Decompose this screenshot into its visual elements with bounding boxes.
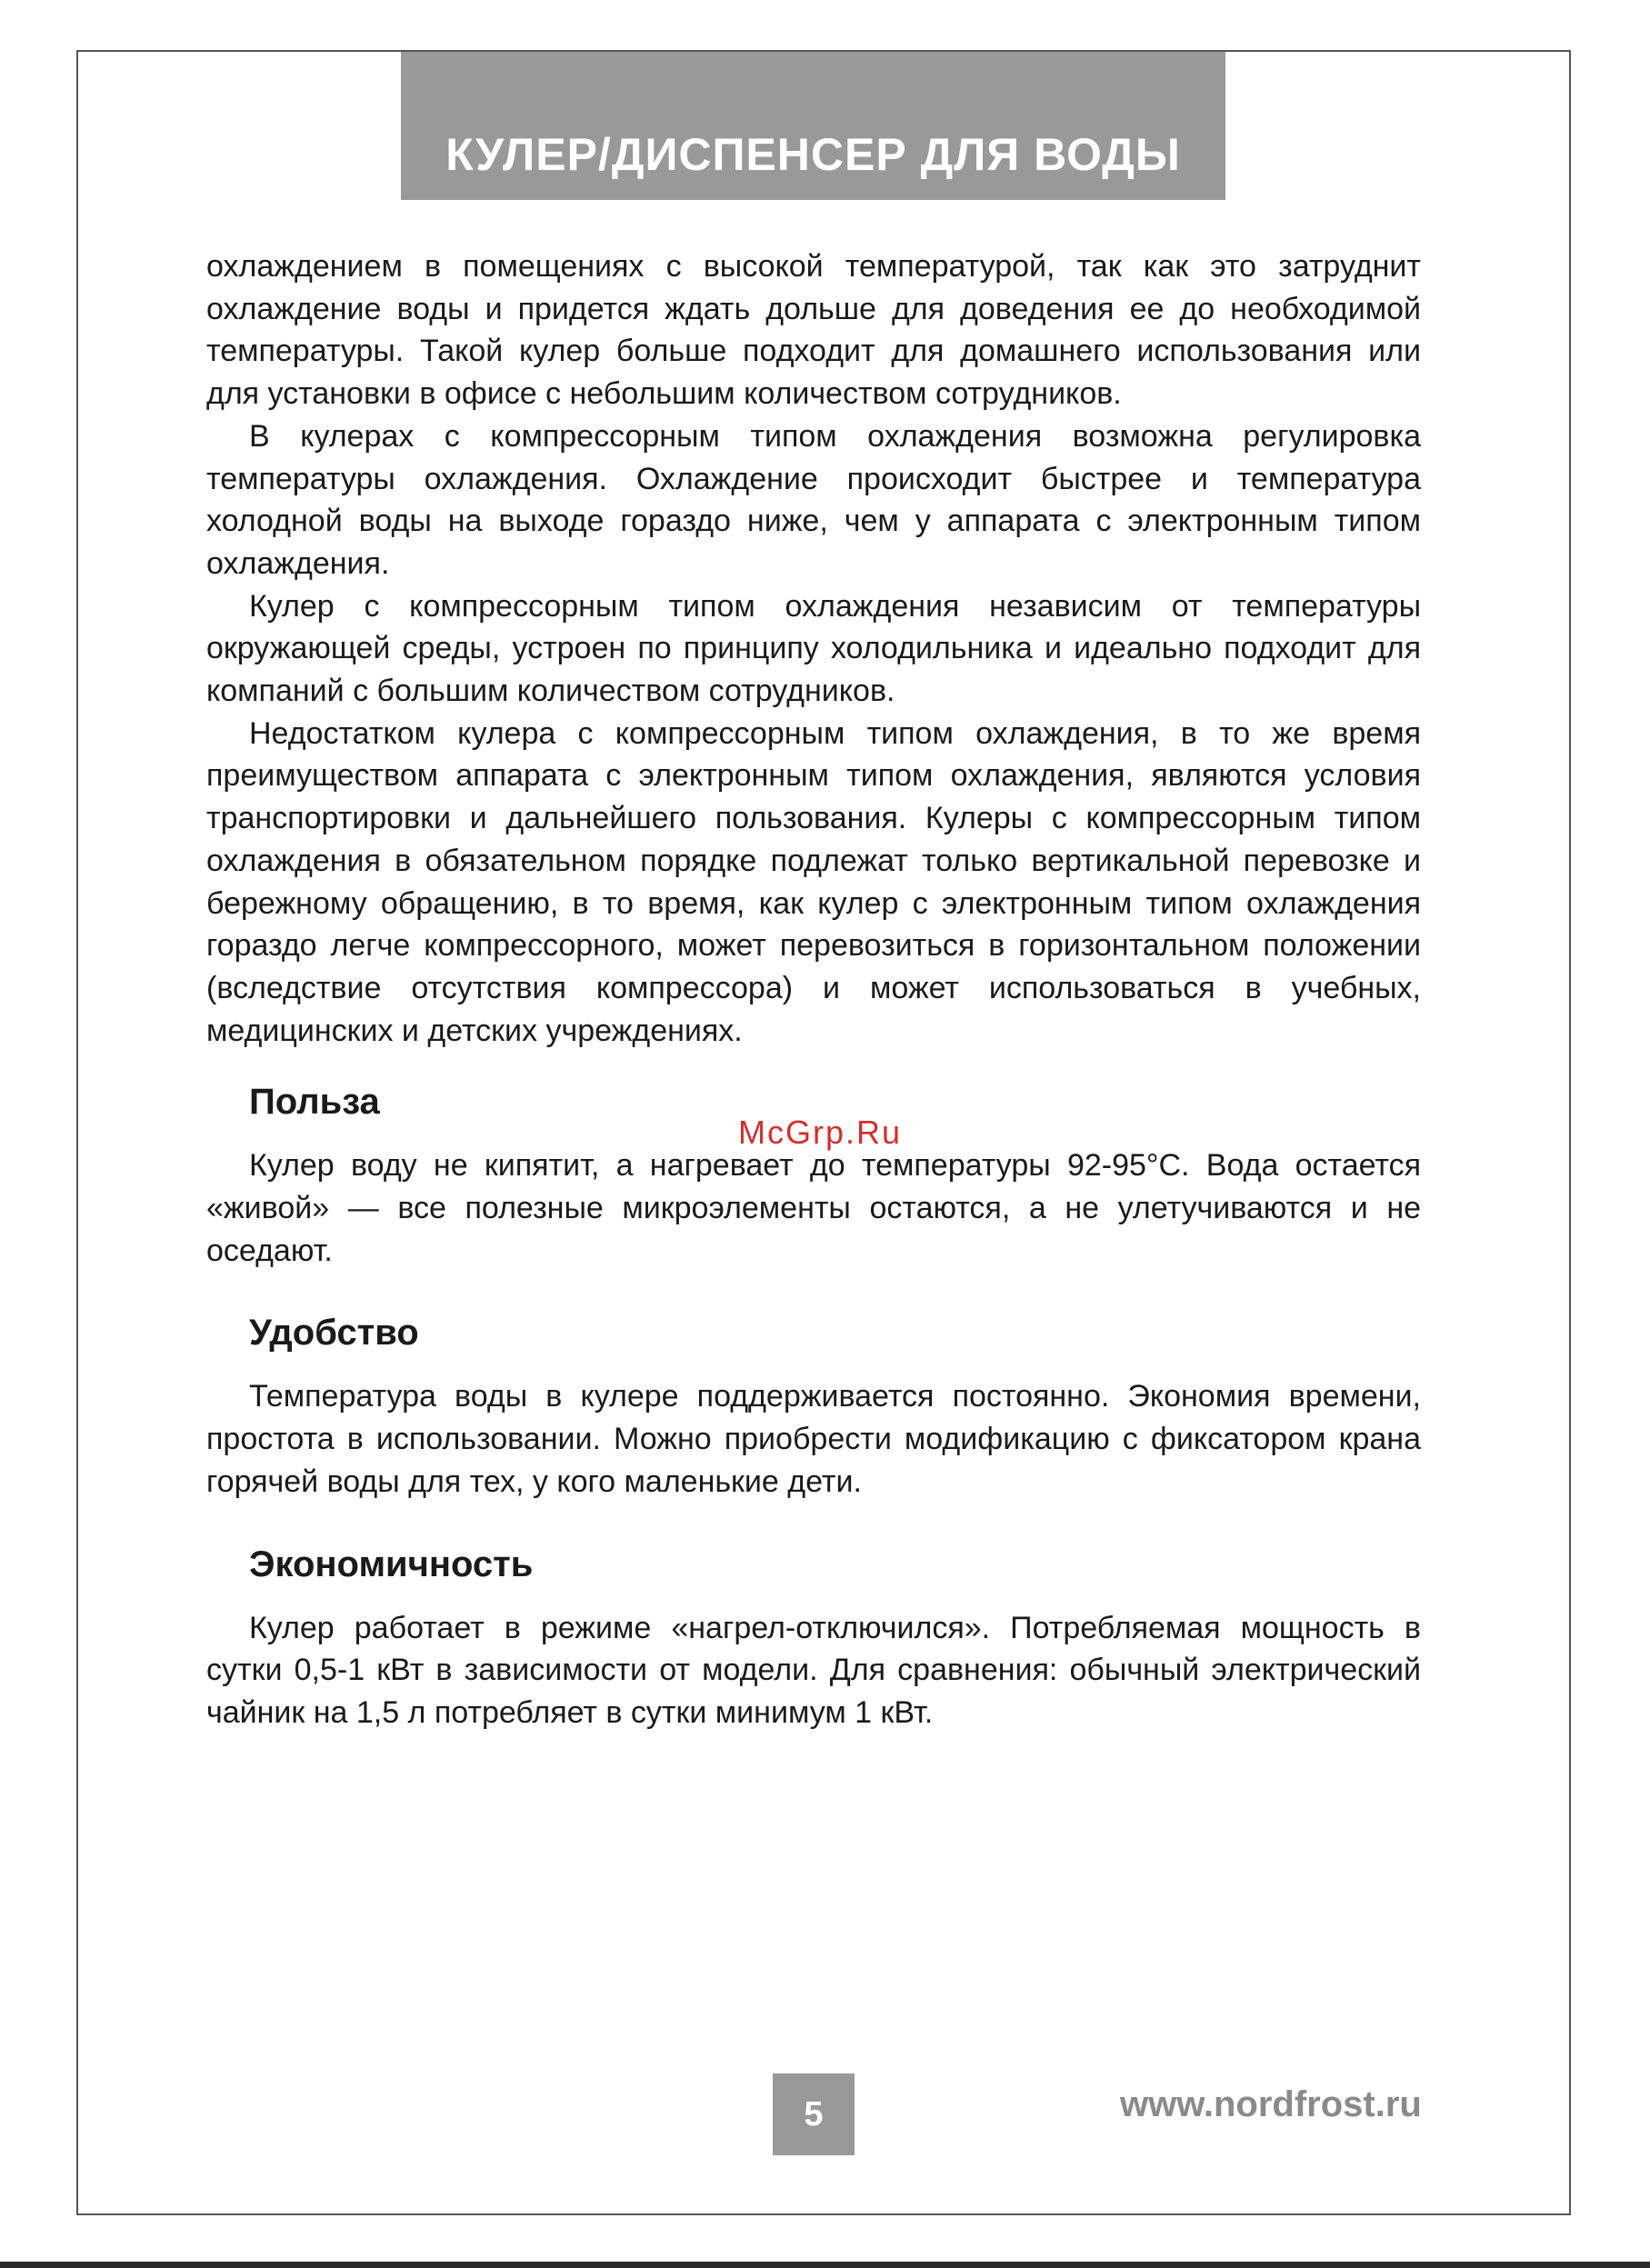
- paragraph-compressor-regulation: В кулерах с компрессорным типом охлаждения возможна регулировка температуры охлаждения. Охлаждение происходит быстрее и температура холодной воды на выходе гораздо ниже, чем у аппарата с электронным типом охлаждения.: [206, 418, 1421, 581]
- section-heading-convenience: Удобство: [249, 1313, 419, 1354]
- paragraph-transport-conditions: Недостатком кулера с компрессорным типом охлаждения, в то же время преимуществом аппарата с электронным типом охлаждения, являются условия транспортировки и дальнейшего пользования. Кулеры с компрессорным типом охлаждения в обязательном порядке подлежат только вертикальной перевозке и бережному обращению, в то время, как кулер с электронным типом охлаждения гораздо легче компрессорного, может перевозиться в горизонтальном положении (вследствие отсутствия компрессора) и может использоваться в учебных, медицинских и детских учреждениях.: [206, 715, 1421, 1048]
- paragraph-continuation: охлаждением в помещениях с высокой температурой, так как это затруднит охлаждение воды и придется ждать дольше для доведения ее до необходимой температуры. Такой кулер больше подходит для домашнего использования или для установки в офисе с небольшим количеством сотрудников.: [206, 249, 1421, 412]
- watermark: McGrp.Ru: [738, 1114, 903, 1151]
- website-link[interactable]: www.nordfrost.ru: [1120, 2084, 1422, 2124]
- section-text-benefit: Кулер воду не кипятит, а нагревает до температуры 92-95°С. Вода остается «живой» — все полезные микроэлементы остаются, а не улетучиваются и не оседают.: [206, 1148, 1421, 1268]
- page-number: 5: [773, 2073, 855, 2155]
- section-heading-benefit: Польза: [249, 1082, 380, 1123]
- page-title: КУЛЕР/ДИСПЕНСЕР ДЛЯ ВОДЫ: [445, 129, 1181, 180]
- section-heading-economy: Экономичность: [249, 1544, 534, 1584]
- section-text-convenience: Температура воды в кулере поддерживается постоянно. Экономия времени, простота в использовании. Можно приобрести модификацию с фиксатором крана горячей воды для тех, у кого маленькие дети.: [206, 1379, 1421, 1499]
- bottom-rule: [0, 2262, 1650, 2268]
- paragraph-compressor-independence: Кулер с компрессорным типом охлаждения независим от температуры окружающей среды, устроен по принципу холодильника и идеально подходит для компаний с большим количеством сотрудников.: [206, 588, 1421, 709]
- page-content: [206, 245, 1421, 1734]
- section-text-economy: Кулер работает в режиме «нагрел-отключился». Потребляемая мощность в сутки 0,5-1 кВт в зависимости от модели. Для сравнения: обычный электрический чайник на 1,5 л потребляет в сутки минимум 1 кВт.: [206, 1610, 1421, 1730]
